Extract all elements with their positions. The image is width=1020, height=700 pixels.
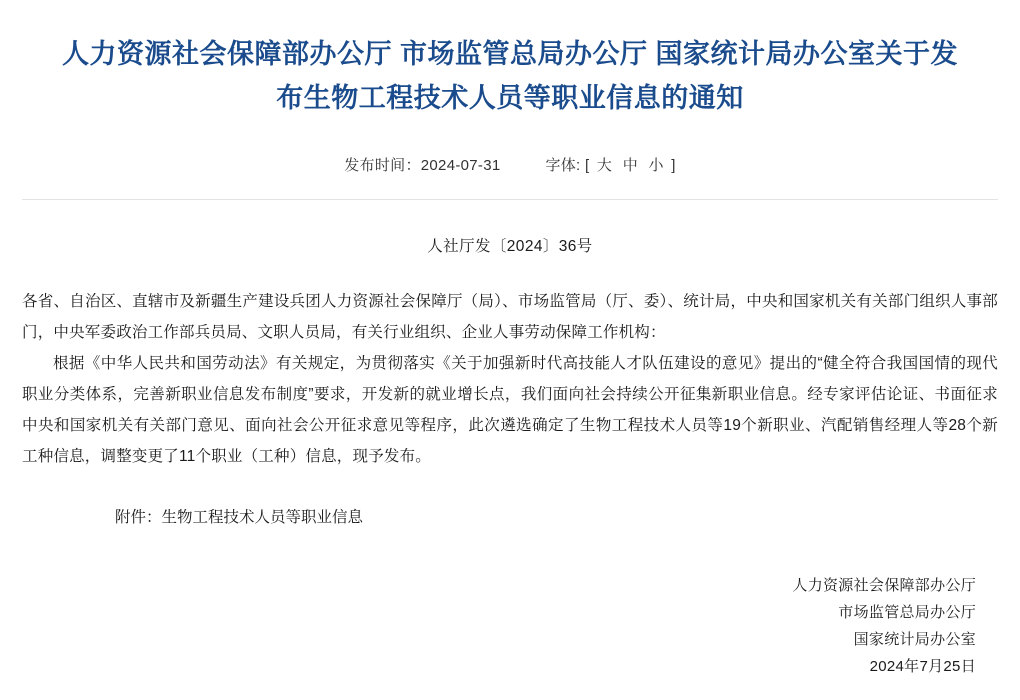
publish-time-label: 发布时间： <box>344 157 421 174</box>
bracket-open: [ <box>584 157 590 174</box>
publish-time <box>344 154 500 175</box>
body-paragraph: 根据《中华人民共和国劳动法》有关规定，为贯彻落实《关于加强新时代高技能人才队伍建设的意见》提出的“健全符合我国国情的现代职业分类体系，完善新职业信息发布制度”要求，开发新的就业增长点，我们面向社会持续公开征集新职业信息。经专家评估论证、书面征求中央和国家机关有关部门意见、面向社会公开征求意见等程序，此次遴选确定了生物工程技术人员等19个新职业、汽配销售经理人等28个新工种信息，调整变更了11个职业（工种）信息，现予发布。 <box>22 355 998 465</box>
publish-time-value: 2024-07-31 <box>420 157 501 174</box>
bracket-close: ] <box>671 157 676 174</box>
recipients-paragraph: 各省、自治区、直辖市及新疆生产建设兵团人力资源社会保障厅（局）、市场监管局（厅、委）、统计局，中央和国家机关有关部门组织人事部门，中央军委政治工作部兵员局、文职人员局，有关行业组织、企业人事劳动保障工作机构： <box>22 293 998 341</box>
document-body <box>22 286 998 472</box>
font-size-medium-button[interactable]: 中 <box>622 157 639 174</box>
signature-line-2: 市场监管总局办公厅 <box>838 604 976 621</box>
font-size-small-button[interactable]: 小 <box>648 157 664 174</box>
document-number: 人社厅发〔2024〕36号 <box>427 238 593 255</box>
signature-date: 2024年7月25日 <box>869 658 976 675</box>
font-size-large-button[interactable]: 大 <box>596 157 613 174</box>
font-size-control[interactable] <box>545 154 675 175</box>
attachment-line: 附件：生物工程技术人员等职业信息 <box>115 509 364 526</box>
page-title: 人力资源社会保障部办公厅 市场监管总局办公厅 国家统计局办公室关于发布生物工程技术人员等职业信息的通知 <box>62 39 959 113</box>
signature-line-1: 人力资源社会保障部办公厅 <box>792 577 976 594</box>
font-size-label: 字体: <box>545 157 581 174</box>
header-divider <box>22 199 998 200</box>
document-meta <box>22 154 998 175</box>
signature-block <box>792 572 976 680</box>
signature-line-3: 国家统计局办公室 <box>853 631 976 648</box>
